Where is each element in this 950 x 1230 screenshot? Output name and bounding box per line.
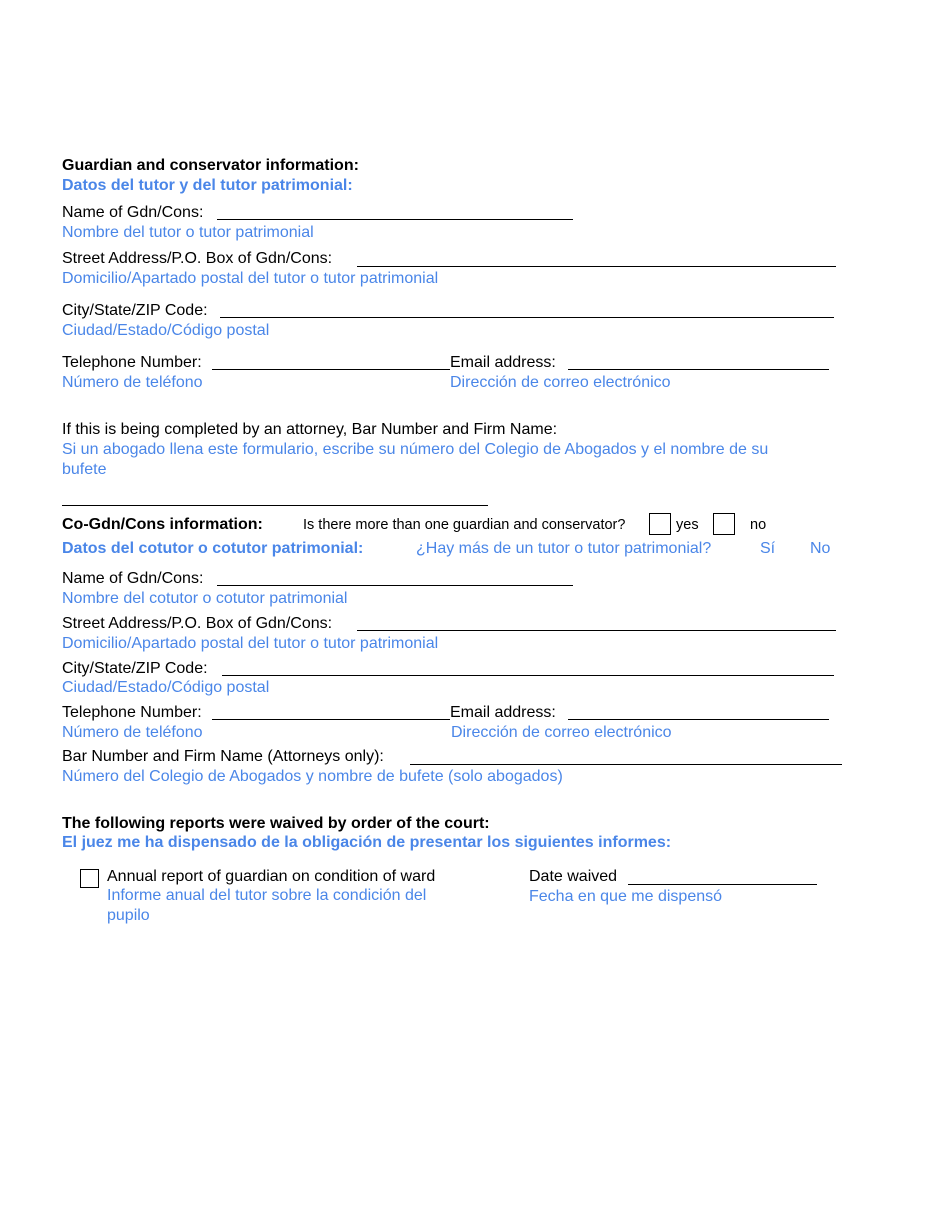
co-name-label: Name of Gdn/Cons: — [62, 570, 204, 587]
annual-report-label-es-2: pupilo — [107, 907, 150, 924]
gc-section-title: Guardian and conservator information: — [62, 157, 359, 174]
gc-email-field[interactable] — [568, 369, 829, 370]
co-section-title-es: Datos del cotutor o cotutor patrimonial: — [62, 540, 364, 557]
co-name-label-es: Nombre del cotutor o cotutor patrimonial — [62, 590, 348, 607]
annual-report-label-es-1: Informe anual del tutor sobre la condición del — [107, 887, 427, 904]
co-phone-field[interactable] — [212, 719, 450, 720]
gc-city-label-es: Ciudad/Estado/Código postal — [62, 322, 270, 339]
gc-name-field[interactable] — [217, 219, 573, 220]
co-bar-label-es: Número del Colegio de Abogados y nombre de bufete (solo abogados) — [62, 768, 563, 785]
gc-email-label: Email address: — [450, 354, 556, 371]
co-email-label: Email address: — [450, 704, 556, 721]
co-street-label-es: Domicilio/Apartado postal del tutor o tutor patrimonial — [62, 635, 439, 652]
date-waived-label-es: Fecha en que me dispensó — [529, 888, 723, 905]
gc-city-label: City/State/ZIP Code: — [62, 302, 208, 319]
gc-attorney-label: If this is being completed by an attorney, Bar Number and Firm Name: — [62, 421, 558, 438]
co-no-label: no — [750, 517, 767, 533]
gc-attorney-field[interactable] — [62, 505, 488, 506]
gc-section-title-es: Datos del tutor y del tutor patrimonial: — [62, 177, 353, 194]
co-email-field[interactable] — [568, 719, 829, 720]
date-waived-label: Date waived — [529, 868, 618, 885]
co-street-label: Street Address/P.O. Box of Gdn/Cons: — [62, 615, 333, 632]
co-no-checkbox[interactable] — [713, 513, 735, 535]
co-yes-label-es: Sí — [760, 540, 776, 557]
gc-name-label: Name of Gdn/Cons: — [62, 204, 204, 221]
gc-attorney-label-es-2: bufete — [62, 461, 107, 478]
date-waived-field[interactable] — [628, 884, 817, 885]
co-question: Is there more than one guardian and conservator? — [303, 517, 626, 533]
co-yes-checkbox[interactable] — [649, 513, 671, 535]
co-city-label: City/State/ZIP Code: — [62, 660, 208, 677]
gc-street-field[interactable] — [357, 266, 836, 267]
co-name-field[interactable] — [217, 585, 573, 586]
co-city-label-es: Ciudad/Estado/Código postal — [62, 679, 270, 696]
gc-street-label: Street Address/P.O. Box of Gdn/Cons: — [62, 250, 333, 267]
gc-name-label-es: Nombre del tutor o tutor patrimonial — [62, 224, 314, 241]
co-bar-label: Bar Number and Firm Name (Attorneys only): — [62, 748, 384, 765]
gc-attorney-label-es-1: Si un abogado llena este formulario, escribe su número del Colegio de Abogados y el nombre de su — [62, 441, 769, 458]
gc-phone-label: Telephone Number: — [62, 354, 202, 371]
co-no-label-es: No — [810, 540, 831, 557]
co-bar-field[interactable] — [410, 764, 842, 765]
co-email-label-es: Dirección de correo electrónico — [451, 724, 672, 741]
gc-phone-label-es: Número de teléfono — [62, 374, 203, 391]
gc-city-field[interactable] — [220, 317, 834, 318]
co-question-es: ¿Hay más de un tutor o tutor patrimonial? — [416, 540, 712, 557]
co-street-field[interactable] — [357, 630, 836, 631]
gc-phone-field[interactable] — [212, 369, 450, 370]
gc-street-label-es: Domicilio/Apartado postal del tutor o tutor patrimonial — [62, 270, 439, 287]
waived-section-title-es: El juez me ha dispensado de la obligación de presentar los siguientes informes: — [62, 834, 672, 851]
annual-report-label: Annual report of guardian on condition of ward — [107, 868, 436, 885]
co-section-title: Co-Gdn/Cons information: — [62, 516, 263, 533]
co-city-field[interactable] — [222, 675, 834, 676]
co-phone-label: Telephone Number: — [62, 704, 202, 721]
co-yes-label: yes — [676, 517, 699, 533]
co-phone-label-es: Número de teléfono — [62, 724, 203, 741]
gc-email-label-es: Dirección de correo electrónico — [450, 374, 671, 391]
waived-section-title: The following reports were waived by order of the court: — [62, 815, 490, 832]
annual-report-checkbox[interactable] — [80, 869, 99, 888]
